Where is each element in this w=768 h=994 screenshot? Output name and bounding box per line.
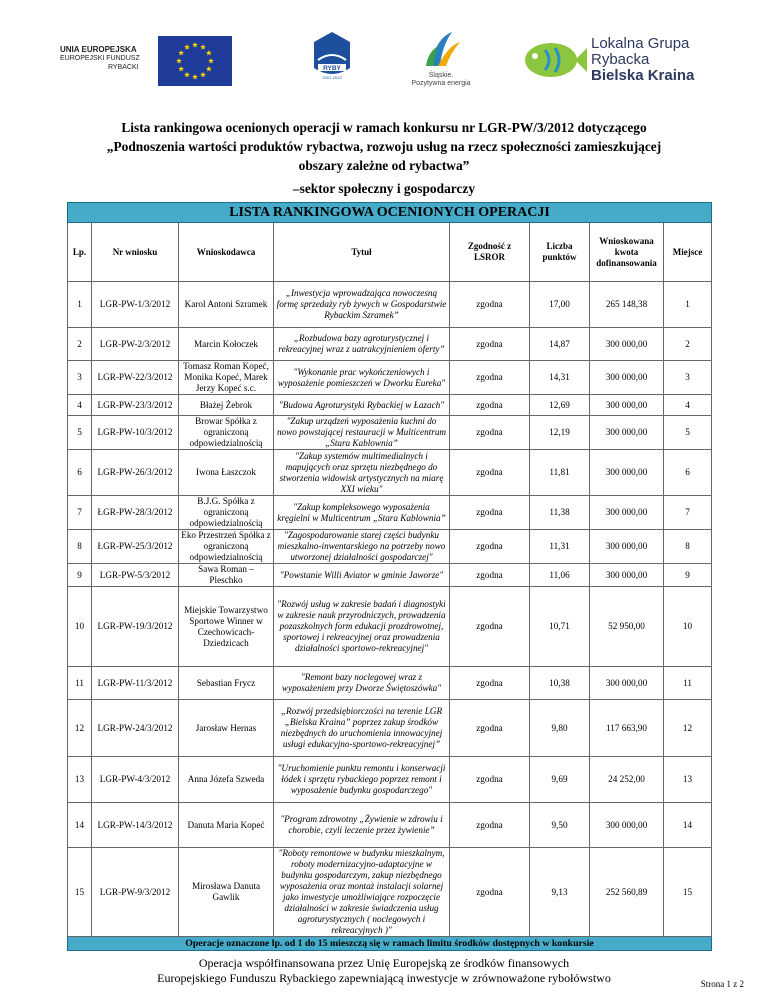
cell-nr: LGR-PW-22/3/2012: [92, 361, 179, 395]
logo-bar: [0, 0, 768, 100]
header-zgodnosc: Zgodność z LSROR: [450, 223, 530, 282]
cell-lp: 10: [68, 587, 92, 667]
cell-amt: 265 148,38: [590, 282, 664, 328]
cell-lp: 1: [68, 282, 92, 328]
cell-amt: 300 000,00: [590, 667, 664, 700]
header-tytul: Tytuł: [274, 223, 450, 282]
cell-pl: 6: [664, 450, 712, 496]
cell-title: "Budowa Agroturystyki Rybackiej w Łazach": [274, 395, 450, 416]
cell-title: „Inwestycja wprowadzająca nowoczesną formę sprzedaży ryb żywych w Gospodarstwie Rybackim Szramek”: [274, 282, 450, 328]
eu-logo-line1: UNIA EUROPEJSKA: [60, 45, 137, 54]
cell-pts: 9,50: [530, 803, 590, 848]
table-row: [68, 496, 712, 530]
cell-pts: 17,00: [530, 282, 590, 328]
header-wnioskodawca: Wnioskodawca: [179, 223, 274, 282]
ranking-table-wrapper: [67, 202, 711, 951]
cell-zg: zgodna: [450, 667, 530, 700]
cell-nr: LGR-PW-4/3/2012: [92, 757, 179, 803]
table-row: [68, 564, 712, 587]
cell-lp: 4: [68, 395, 92, 416]
lgr-line1: Lokalna Grupa: [591, 35, 690, 52]
cell-zg: zgodna: [450, 530, 530, 564]
cell-title: „Rozbudowa bazy agroturystycznej i rekreacyjnej wraz z uatrakcyjnieniem oferty”: [274, 328, 450, 361]
cell-nr: ŁGR-PW-25/3/2012: [92, 530, 179, 564]
table-row: [68, 757, 712, 803]
eu-logo-line3: RYBACKI: [108, 64, 139, 71]
slaskie-swirl-icon: [408, 28, 474, 70]
cell-pts: 9,69: [530, 757, 590, 803]
heading-line1: Lista rankingowa ocenionych operacji w ramach konkursu nr LGR-PW/3/2012 dotyczącego: [121, 120, 647, 135]
cell-nr: LGR-PW-10/3/2012: [92, 416, 179, 450]
cell-pl: 14: [664, 803, 712, 848]
cell-pl: 11: [664, 667, 712, 700]
cell-pl: 3: [664, 361, 712, 395]
cell-amt: 117 663,90: [590, 700, 664, 757]
table-row: [68, 587, 712, 667]
cell-zg: zgodna: [450, 395, 530, 416]
cell-amt: 24 252,00: [590, 757, 664, 803]
cell-zg: zgodna: [450, 700, 530, 757]
cell-lp: 14: [68, 803, 92, 848]
cell-amt: 300 000,00: [590, 328, 664, 361]
cell-title: "Rozwój usług w zakresie badań i diagnostyki w zakresie nauk przyrodniczych, prowadzenia pozaszkolnych form edukacji prozdrowotnej, sportowej i rekreacyjnej oraz prowadzenia działalności sportowo-rekreacyjnej": [274, 587, 450, 667]
cell-pl: 12: [664, 700, 712, 757]
heading-line2: „Podnoszenia wartości produktów rybactwa, rozwoju usług na rzecz społeczności zamieszkującej: [106, 139, 662, 154]
header-nr-wniosku: Nr wniosku: [92, 223, 179, 282]
table-row: [68, 450, 712, 496]
cell-pl: 13: [664, 757, 712, 803]
cell-nr: LGR-PW-2/3/2012: [92, 328, 179, 361]
cell-who: Sebastian Frycz: [179, 667, 274, 700]
table-row: [68, 282, 712, 328]
table-row: [68, 328, 712, 361]
cell-pts: 11,38: [530, 496, 590, 530]
table-row: [68, 700, 712, 757]
cell-title: "Roboty remontowe w budynku mieszkalnym, roboty modernizacyjno-adaptacyjne w budynku gospodarczym, zakup niezbędnego wyposażenia oraz montaż instalacji solarnej jako inwestycje umożliwiające rozpoczęcie działalności w zakresie świadczenia usług agroturystycznych ( noclegowych i rekreacyjnych )": [274, 848, 450, 937]
cell-title: "Powstanie Willi Aviator w gminie Jaworze": [274, 564, 450, 587]
header-punkty: Liczba punktów: [530, 223, 590, 282]
lgr-line2: Rybacka: [591, 51, 650, 68]
cell-amt: 300 000,00: [590, 564, 664, 587]
cell-nr: ŁGR-PW-28/3/2012: [92, 496, 179, 530]
table-row: [68, 667, 712, 700]
cell-who: Eko Przestrzeń Spółka z ograniczoną odpowiedzialnością: [179, 530, 274, 564]
cell-nr: LGR-PW-14/3/2012: [92, 803, 179, 848]
cell-who: Marcin Kołoczek: [179, 328, 274, 361]
cell-zg: zgodna: [450, 757, 530, 803]
footer-line1: Operacja współfinansowana przez Unię Europejską ze środków finansowych: [198, 956, 570, 970]
header-miejsce: Miejsce: [664, 223, 712, 282]
cell-pts: 9,80: [530, 700, 590, 757]
page-footer: [0, 956, 768, 986]
cell-nr: LGR-PW-1/3/2012: [92, 282, 179, 328]
header-kwota: Wnioskowana kwota dofinansowania: [590, 223, 664, 282]
cell-title: „Rozwój przedsiębiorczości na terenie LGR „Bielska Kraina” poprzez zakup środków niezbędnych do uruchomienia innowacyjnej usługi edukacyjno-sportowo-rekreacyjnej”: [274, 700, 450, 757]
cell-nr: LGR-PW-19/3/2012: [92, 587, 179, 667]
document-heading: [60, 118, 708, 175]
cell-who: Mirosława Danuta Gawlik: [179, 848, 274, 937]
cell-pl: 4: [664, 395, 712, 416]
cell-pts: 11,31: [530, 530, 590, 564]
cell-who: Błażej Żebrok: [179, 395, 274, 416]
cell-amt: 300 000,00: [590, 450, 664, 496]
cell-amt: 300 000,00: [590, 803, 664, 848]
eu-flag-icon: [158, 36, 232, 86]
ranking-table: [67, 202, 712, 951]
cell-who: Tomasz Roman Kopeć, Monika Kopeć, Marek Jerzy Kopeć s.c.: [179, 361, 274, 395]
cell-amt: 52 950,00: [590, 587, 664, 667]
cell-lp: 11: [68, 667, 92, 700]
cell-zg: zgodna: [450, 848, 530, 937]
cell-pts: 14,31: [530, 361, 590, 395]
ryby-logo-label: RYBY: [323, 65, 341, 72]
cell-pl: 7: [664, 496, 712, 530]
cell-who: Iwona Łaszczok: [179, 450, 274, 496]
cell-lp: 5: [68, 416, 92, 450]
cell-zg: zgodna: [450, 416, 530, 450]
cell-pts: 10,38: [530, 667, 590, 700]
table-row: [68, 803, 712, 848]
cell-zg: zgodna: [450, 450, 530, 496]
cell-nr: LGR-PW-11/3/2012: [92, 667, 179, 700]
cell-title: "Zakup kompleksowego wyposażenia kręgielni w Multicentrum „Stara Kablownia”: [274, 496, 450, 530]
ryby-logo-years: 2007-2013: [322, 75, 342, 80]
cell-nr: LGR-PW-5/3/2012: [92, 564, 179, 587]
cell-lp: 2: [68, 328, 92, 361]
lgr-line3: Bielska Kraina: [591, 67, 695, 84]
slaskie-logo: [408, 28, 474, 88]
cell-amt: 300 000,00: [590, 395, 664, 416]
cell-zg: zgodna: [450, 587, 530, 667]
cell-pl: 9: [664, 564, 712, 587]
cell-pts: 11,81: [530, 450, 590, 496]
cell-zg: zgodna: [450, 564, 530, 587]
cell-pl: 2: [664, 328, 712, 361]
table-row: [68, 530, 712, 564]
table-row: [68, 361, 712, 395]
cell-zg: zgodna: [450, 282, 530, 328]
cell-title: "Wykonanie prac wykończeniowych i wyposażenie pomieszczeń w Dworku Eureka": [274, 361, 450, 395]
cell-pts: 12,69: [530, 395, 590, 416]
cell-lp: 7: [68, 496, 92, 530]
page-number: Strona 1 z 2: [700, 979, 744, 989]
cell-zg: zgodna: [450, 496, 530, 530]
cell-pts: 12,19: [530, 416, 590, 450]
cell-who: B.J.G. Spółka z ograniczoną odpowiedzialnością: [179, 496, 274, 530]
cell-lp: 13: [68, 757, 92, 803]
cell-pl: 5: [664, 416, 712, 450]
cell-who: Browar Spółka z ograniczoną odpowiedzialnością: [179, 416, 274, 450]
cell-amt: 300 000,00: [590, 361, 664, 395]
cell-lp: 9: [68, 564, 92, 587]
cell-title: "Remont bazy noclegowej wraz z wyposażeniem przy Dworze Świętoszówka": [274, 667, 450, 700]
cell-who: Jarosław Hernas: [179, 700, 274, 757]
lgr-logo-text: [591, 36, 694, 84]
cell-pl: 10: [664, 587, 712, 667]
header-lp: Lp.: [68, 223, 92, 282]
cell-amt: 300 000,00: [590, 530, 664, 564]
cell-nr: LGR-PW-23/3/2012: [92, 395, 179, 416]
cell-title: "Zakup urządzeń wyposażenia kuchni do nowo powstającej restauracji w Multicentrum „Stara Kablownia”: [274, 416, 450, 450]
cell-lp: 3: [68, 361, 92, 395]
cell-pts: 14,87: [530, 328, 590, 361]
table-footer-note: Operacje oznaczone lp. od 1 do 15 mieszczą się w ramach limitu środków dostępnych w konkursie: [68, 937, 712, 951]
table-header-row: [68, 223, 712, 282]
cell-title: "Uruchomienie punktu remontu i konserwacji łódek i sprzętu rybackiego poprzez remont i wyposażenie budynku gospodarczego": [274, 757, 450, 803]
eu-logo-text: [60, 45, 140, 72]
cell-lp: 15: [68, 848, 92, 937]
cell-nr: LGR-PW-9/3/2012: [92, 848, 179, 937]
table-body: [68, 282, 712, 937]
cell-who: Karol Antoni Szramek: [179, 282, 274, 328]
table-row: [68, 848, 712, 937]
cell-title: "Zagospodarowanie starej części budynku mieszkalno-inwentarskiego na potrzeby nowo utworzonej działalności gospodarczej": [274, 530, 450, 564]
cell-who: Miejskie Towarzystwo Sportowe Winner w Czechowicach-Dziedzicach: [179, 587, 274, 667]
fish-logo-icon: [517, 36, 587, 82]
cell-lp: 12: [68, 700, 92, 757]
cell-who: Danuta Maria Kopeć: [179, 803, 274, 848]
cell-pts: 10,71: [530, 587, 590, 667]
cell-nr: LGR-PW-26/3/2012: [92, 450, 179, 496]
heading-line3: obszary zależne od rybactwa”: [298, 158, 470, 173]
cell-who: Sawa Roman – Pleschko: [179, 564, 274, 587]
cell-who: Anna Józefa Szweda: [179, 757, 274, 803]
cell-amt: 300 000,00: [590, 496, 664, 530]
eu-logo-line2: EUROPEJSKI FUNDUSZ: [60, 55, 140, 62]
cell-lp: 8: [68, 530, 92, 564]
slaskie-line1: Śląskie.: [428, 72, 454, 79]
cell-title: "Zakup systemów multimedialnych i mapujących oraz sprzętu niezbędnego do stworzenia widowisk artystycznych na miarę XXI wieku": [274, 450, 450, 496]
slaskie-line2: Pozytywna energia: [411, 80, 471, 87]
cell-title: "Program zdrowotny „Żywienie w zdrowiu i chorobie, czyli leczenie przez żywienie”: [274, 803, 450, 848]
cell-pl: 15: [664, 848, 712, 937]
cell-nr: LGR-PW-24/3/2012: [92, 700, 179, 757]
footer-line2: Europejskiego Funduszu Rybackiego zapewniającą inwestycje w zrównoważone rybołówstwo: [157, 971, 611, 985]
cell-pl: 8: [664, 530, 712, 564]
table-row: [68, 416, 712, 450]
cell-pts: 11,06: [530, 564, 590, 587]
table-title: LISTA RANKINGOWA OCENIONYCH OPERACJI: [68, 203, 712, 223]
document-subheading: –sektor społeczny i gospodarczy: [292, 181, 476, 196]
cell-lp: 6: [68, 450, 92, 496]
slaskie-logo-text: [408, 72, 474, 88]
cell-pl: 1: [664, 282, 712, 328]
table-row: [68, 395, 712, 416]
cell-amt: 300 000,00: [590, 416, 664, 450]
cell-zg: zgodna: [450, 328, 530, 361]
ryby-logo-icon: [312, 30, 352, 82]
lgr-logo: [517, 36, 702, 86]
cell-zg: zgodna: [450, 361, 530, 395]
cell-pts: 9,13: [530, 848, 590, 937]
cell-amt: 252 560,89: [590, 848, 664, 937]
cell-zg: zgodna: [450, 803, 530, 848]
